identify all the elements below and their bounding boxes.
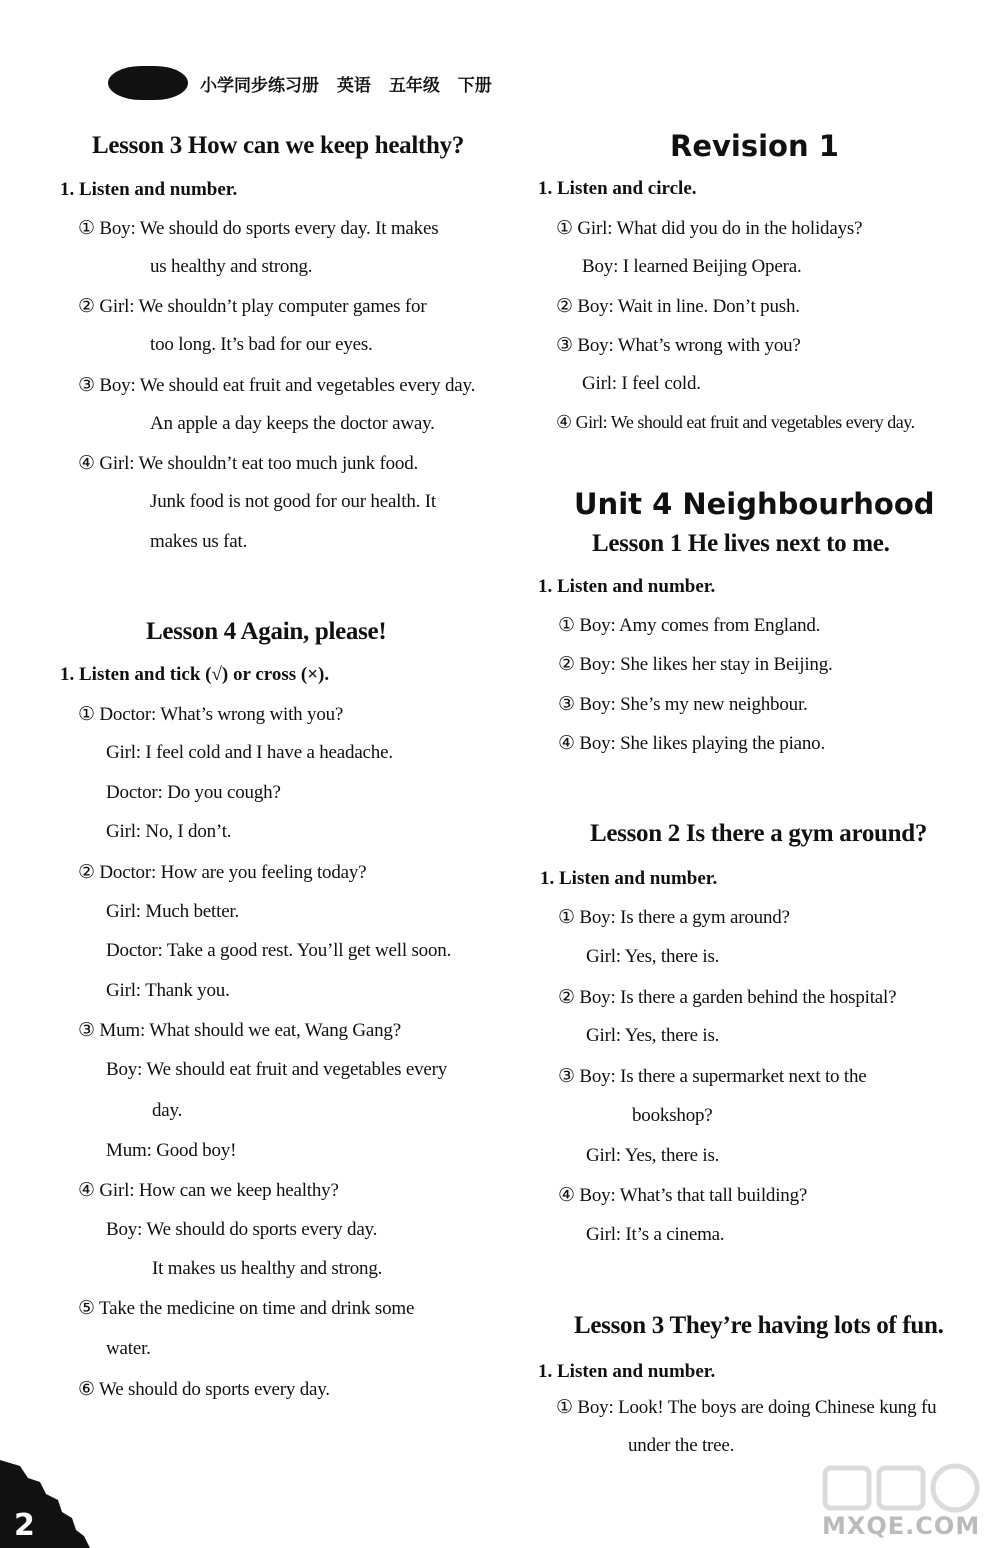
text-line: bookshop?: [632, 1105, 713, 1126]
volume: 下册: [457, 76, 492, 96]
revision-title: Revision 1: [670, 129, 839, 163]
text-line: Doctor: Take a good rest. You’ll get well soon.: [106, 940, 452, 961]
text-line: It makes us healthy and strong.: [152, 1258, 383, 1279]
text-line: Girl: Yes, there is.: [586, 1145, 720, 1166]
text-line: Junk food is not good for our health. It: [150, 491, 436, 512]
text-line: Girl: Thank you.: [106, 980, 230, 1001]
text-line: ① Girl: What did you do in the holidays?: [556, 218, 863, 239]
revision-instruction: 1. Listen and circle.: [538, 178, 697, 199]
text-line: Doctor: Do you cough?: [106, 782, 281, 803]
u4-lesson1-title: Lesson 1 He lives next to me.: [592, 530, 890, 557]
text-line: ④ Girl: How can we keep healthy?: [78, 1180, 339, 1201]
text-line: makes us fat.: [150, 531, 248, 552]
text-line: ③ Boy: She’s my new neighbour.: [558, 694, 808, 715]
u4-lesson1-instruction: 1. Listen and number.: [538, 576, 716, 597]
text-line: too long. It’s bad for our eyes.: [150, 334, 373, 355]
text-line: Boy: I learned Beijing Opera.: [582, 256, 802, 277]
book-title: 小学同步练习册: [200, 76, 319, 96]
text-line: ② Girl: We shouldn’t play computer games for: [78, 296, 427, 317]
text-line: ④ Girl: We shouldn’t eat too much junk food.: [78, 453, 419, 474]
text-line: Girl: Yes, there is.: [586, 946, 720, 967]
text-line: ② Boy: Wait in line. Don’t push.: [556, 296, 800, 317]
u4-lesson2-title: Lesson 2 Is there a gym around?: [590, 820, 928, 847]
text-line: day.: [152, 1100, 183, 1121]
text-line: ① Boy: Look! The boys are doing Chinese kung fu: [556, 1397, 937, 1418]
u4-lesson3-title: Lesson 3 They’re having lots of fun.: [574, 1312, 944, 1339]
text-line: ① Boy: Amy comes from England.: [558, 615, 821, 636]
u4-lesson3-instruction: 1. Listen and number.: [538, 1361, 716, 1382]
text-line: ② Doctor: How are you feeling today?: [78, 862, 367, 883]
grade: 五年级: [388, 76, 440, 96]
lesson3-title: Lesson 3 How can we keep healthy?: [92, 132, 465, 159]
text-line: Mum: Good boy!: [106, 1140, 237, 1161]
text-line: ③ Mum: What should we eat, Wang Gang?: [78, 1020, 401, 1041]
header-text: [200, 71, 504, 96]
text-line: Girl: Yes, there is.: [586, 1025, 720, 1046]
lesson4-title: Lesson 4 Again, please!: [146, 618, 387, 645]
text-line: ④ Girl: We should eat fruit and vegetables every day.: [556, 412, 915, 432]
text-line: ⑤ Take the medicine on time and drink some: [78, 1298, 415, 1319]
header-badge: [108, 66, 188, 100]
text-line: us healthy and strong.: [150, 256, 313, 277]
text-line: ④ Boy: She likes playing the piano.: [558, 733, 826, 754]
text-line: Girl: Much better.: [106, 901, 240, 922]
u4-lesson2-instruction: 1. Listen and number.: [540, 868, 718, 889]
text-line: water.: [106, 1338, 151, 1359]
text-line: ① Doctor: What’s wrong with you?: [78, 704, 344, 725]
text-line: ① Boy: Is there a gym around?: [558, 907, 790, 928]
text-line: Boy: We should do sports every day.: [106, 1219, 378, 1240]
text-line: ② Boy: Is there a garden behind the hospital?: [558, 987, 897, 1008]
text-line: ① Boy: We should do sports every day. It makes: [78, 218, 439, 239]
text-line: under the tree.: [628, 1435, 735, 1456]
lesson3-instruction: 1. Listen and number.: [60, 179, 238, 200]
unit4-title: Unit 4 Neighbourhood: [574, 487, 935, 521]
text-line: An apple a day keeps the doctor away.: [150, 413, 435, 434]
text-line: Girl: I feel cold.: [582, 373, 701, 394]
text-line: Girl: I feel cold and I have a headache.: [106, 742, 393, 763]
text-line: ④ Boy: What’s that tall building?: [558, 1185, 808, 1206]
lesson4-instruction: 1. Listen and tick (√) or cross (×).: [60, 664, 330, 685]
page-number: 2: [14, 1508, 35, 1543]
text-line: Girl: It’s a cinema.: [586, 1224, 725, 1245]
text-line: ③ Boy: What’s wrong with you?: [556, 335, 801, 356]
text-line: Boy: We should eat fruit and vegetables every: [106, 1059, 448, 1080]
text-line: ③ Boy: Is there a supermarket next to the: [558, 1066, 867, 1087]
text-line: ③ Boy: We should eat fruit and vegetables every day.: [78, 375, 476, 396]
text-line: ⑥ We should do sports every day.: [78, 1379, 330, 1400]
subject: 英语: [336, 76, 371, 96]
watermark-text: MXQE.COM: [822, 1512, 981, 1540]
text-line: ② Boy: She likes her stay in Beijing.: [558, 654, 833, 675]
text-line: Girl: No, I don’t.: [106, 821, 232, 842]
